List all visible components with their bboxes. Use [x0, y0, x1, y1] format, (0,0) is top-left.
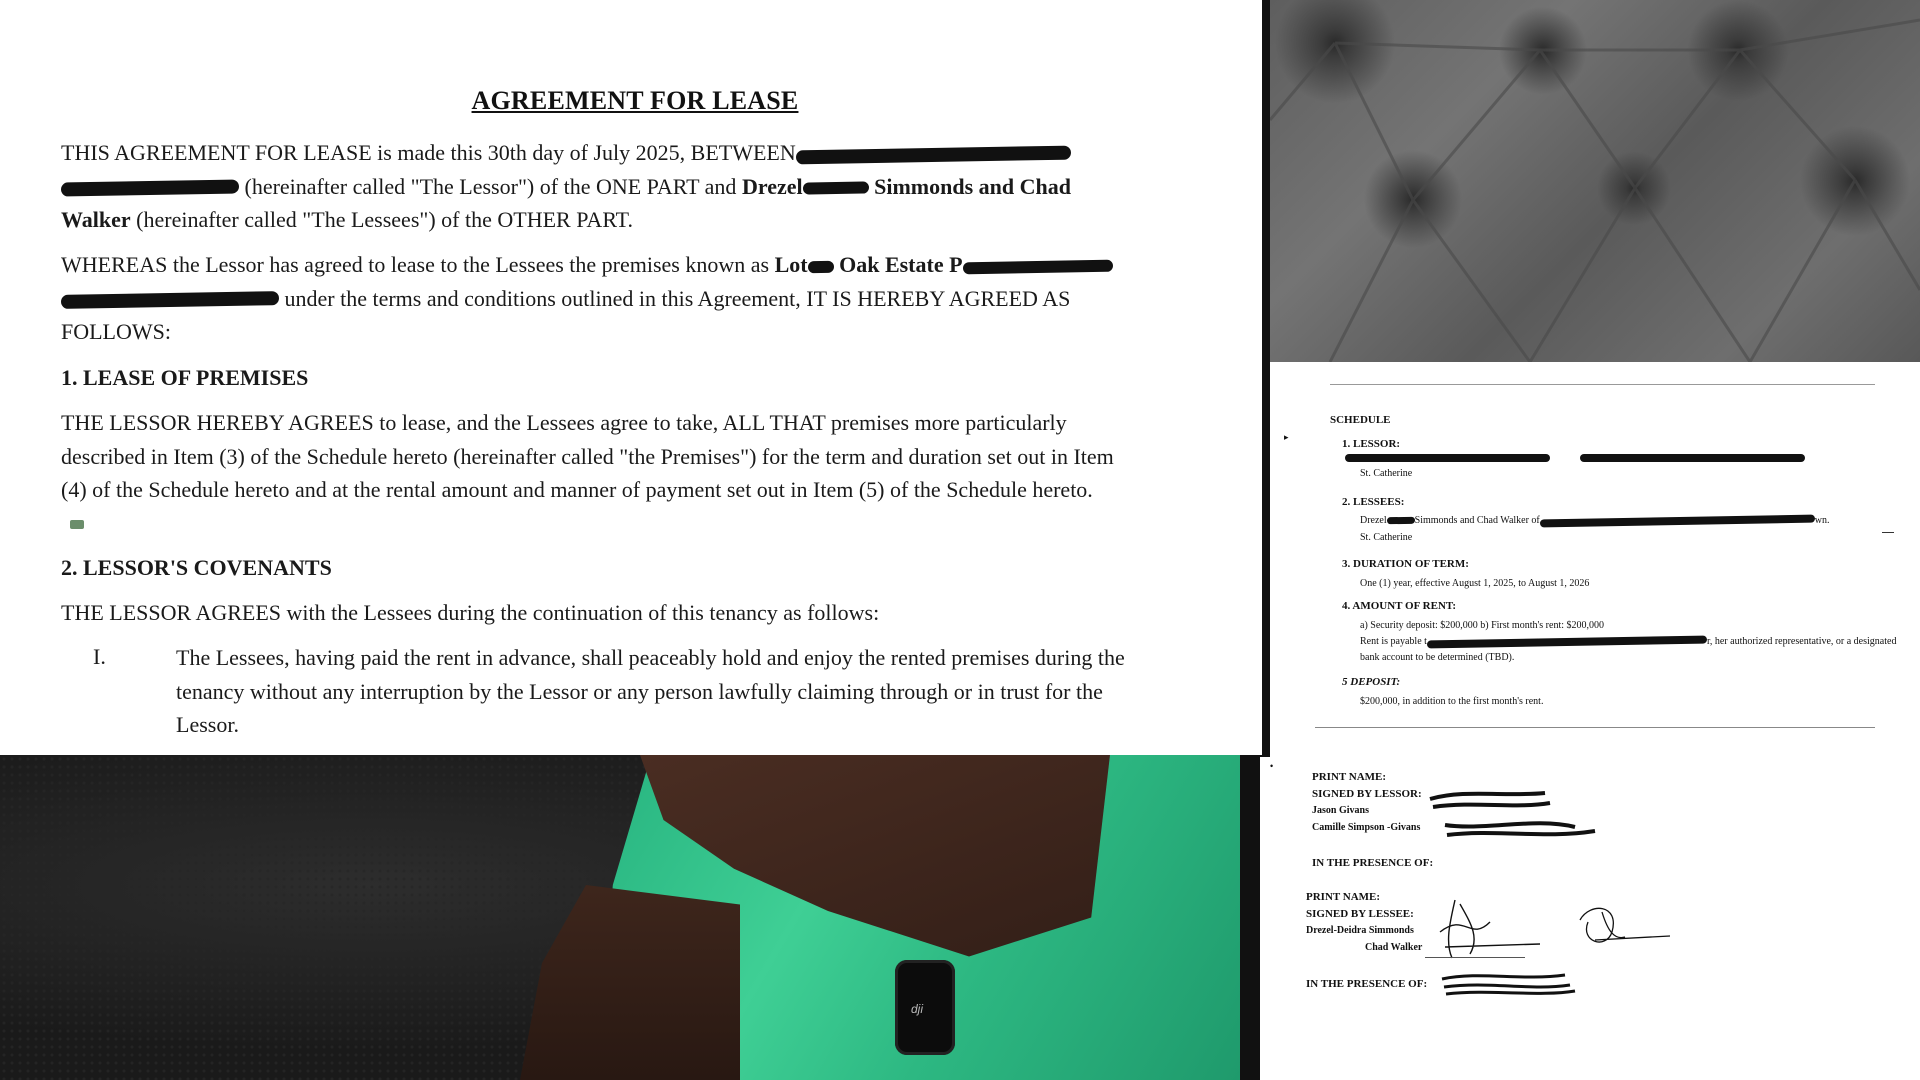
lessor-locale: St. Catherine [1360, 468, 1413, 479]
lessor-label: 1. LESSOR: [1342, 438, 1401, 450]
presence-label: IN THE PRESENCE OF: [1306, 978, 1428, 990]
lessee-signatures [1430, 892, 1690, 962]
lease-document-panel [0, 0, 1262, 755]
rent-line-2-part: Rent is payable t [1360, 636, 1427, 647]
item-1-line: Lessor. [176, 712, 239, 737]
redaction-mark [1387, 517, 1415, 524]
signed-by-lessor-label: SIGNED BY LESSOR: [1312, 788, 1422, 800]
redaction-mark [803, 182, 869, 195]
lessor-name-1: Jason Givans [1312, 805, 1369, 816]
redaction-mark [1345, 454, 1550, 462]
intro-line-1: THIS AGREEMENT FOR LEASE is made this 30th day of July 2025, BETWEEN [61, 140, 796, 165]
section-1-line: described in Item (3) of the Schedule hereto (hereinafter called "the Premises") for the term and duration set out in Item [61, 443, 1114, 469]
dash-mark [1882, 532, 1894, 533]
deposit-value: $200,000, in addition to the first month's rent. [1360, 696, 1544, 707]
print-name-label: PRINT NAME: [1306, 891, 1381, 903]
redaction-mark [61, 292, 279, 310]
rent-label: 4. AMOUNT OF RENT: [1342, 600, 1457, 612]
schedule-title: SCHEDULE [1330, 414, 1391, 426]
lease-document-page [8, 0, 1262, 755]
whereas-line-3: FOLLOWS: [61, 319, 171, 344]
comment-icon [70, 520, 84, 529]
premises-name-part: Oak Estate P [839, 252, 963, 277]
redaction-mark [1427, 635, 1707, 648]
rent-line-2-part: r, her authorized representative, or a designated [1706, 636, 1897, 647]
rent-line-3: bank account to be determined (TBD). [1360, 652, 1515, 663]
whereas-line-2: under the terms and conditions outlined in this Agreement, IT IS HEREBY AGREED AS [284, 285, 1071, 311]
redaction-mark [1540, 514, 1815, 527]
premises-name-part: Lot [774, 252, 808, 277]
tufted-seams [1270, 0, 1920, 362]
divider [1330, 384, 1875, 385]
section-1-heading: 1. LEASE OF PREMISES [61, 365, 309, 390]
whereas-paragraph [61, 248, 1221, 349]
bullet-mark: • [1270, 761, 1274, 771]
item-1-text [176, 641, 1221, 742]
lessee-name-part: Drezel [741, 173, 803, 199]
term-label: 3. DURATION OF TERM: [1342, 558, 1469, 570]
section-2-heading: 2. LESSOR'S COVENANTS [61, 555, 332, 580]
presenter-video-frame [0, 755, 1240, 1080]
lessees-line [1360, 515, 1830, 526]
rent-line-2 [1360, 636, 1896, 647]
witness-signature-scribble [1440, 969, 1580, 999]
print-name-label: PRINT NAME: [1312, 771, 1387, 783]
lavalier-mic-icon [895, 960, 955, 1055]
presence-label: IN THE PRESENCE OF: [1312, 857, 1434, 869]
item-1-line: The Lessees, having paid the rent in advance, shall peaceably hold and enjoy the rented premises during the [176, 645, 1125, 670]
lessee-name-part: Simmonds and Chad [874, 173, 1071, 199]
section-1-body [61, 406, 1221, 507]
rent-line-1: a) Security deposit: $200,000 b) First month's rent: $200,000 [1360, 620, 1605, 631]
tufted-upholstery-image [1270, 0, 1920, 362]
bullet-mark: ▸ [1284, 432, 1289, 442]
lessees-name-part: Drezel [1360, 515, 1387, 526]
signed-by-lessee-label: SIGNED BY LESSEE: [1306, 908, 1414, 920]
schedule-document-panel [1270, 362, 1920, 757]
lessees-locale: St. Catherine [1360, 532, 1413, 543]
lessor-name-2: Camille Simpson -Givans [1312, 822, 1421, 833]
lessee-name-part: Walker [61, 207, 131, 232]
redaction-mark [61, 180, 239, 197]
lessee-name-1: Drezel-Deidra Simmonds [1306, 925, 1414, 936]
section-1-line: (4) of the Schedule hereto and at the rental amount and manner of payment set out in Item (5) of the Schedule hereto. [61, 477, 1093, 502]
document-title: AGREEMENT FOR LEASE [471, 86, 799, 115]
lessor-signature-scribble [1425, 787, 1605, 842]
redaction-mark [796, 146, 1071, 165]
section-2-intro: THE LESSOR AGREES with the Lessees during the continuation of this tenancy as follows: [61, 600, 880, 625]
redaction-mark [1580, 454, 1805, 462]
section-1-line: THE LESSOR HEREBY AGREES to lease, and the Lessees agree to take, ALL THAT premises more particularly [61, 410, 1067, 435]
mic-brand-label: dji [911, 1002, 924, 1016]
signature-page-panel [1260, 757, 1920, 1080]
signature-line [1425, 957, 1525, 958]
deposit-label: 5 DEPOSIT: [1342, 676, 1401, 688]
whereas-line-1: WHEREAS the Lessor has agreed to lease to the Lessees the premises known as [61, 252, 770, 277]
term-value: One (1) year, effective August 1, 2025, to August 1, 2026 [1360, 578, 1590, 589]
lessees-name-part: Simmonds and Chad Walker of [1414, 515, 1540, 526]
intro-line-3: (hereinafter called "The Lessees") of the OTHER PART. [136, 207, 633, 232]
item-1-line: tenancy without any interruption by the Lessor or any person lawfully claiming through or in trust for the [176, 678, 1103, 704]
lessees-label: 2. LESSEES: [1342, 496, 1405, 508]
redaction-mark [807, 261, 833, 273]
divider [1315, 727, 1875, 728]
lessee-name-2: Chad Walker [1365, 942, 1423, 953]
intro-line-2: (hereinafter called "The Lessor") of the ONE PART and [244, 173, 737, 199]
redaction-mark [962, 260, 1112, 275]
intro-paragraph [61, 136, 1221, 237]
item-number: I. [93, 644, 106, 669]
lessees-tail: wn. [1814, 515, 1830, 526]
